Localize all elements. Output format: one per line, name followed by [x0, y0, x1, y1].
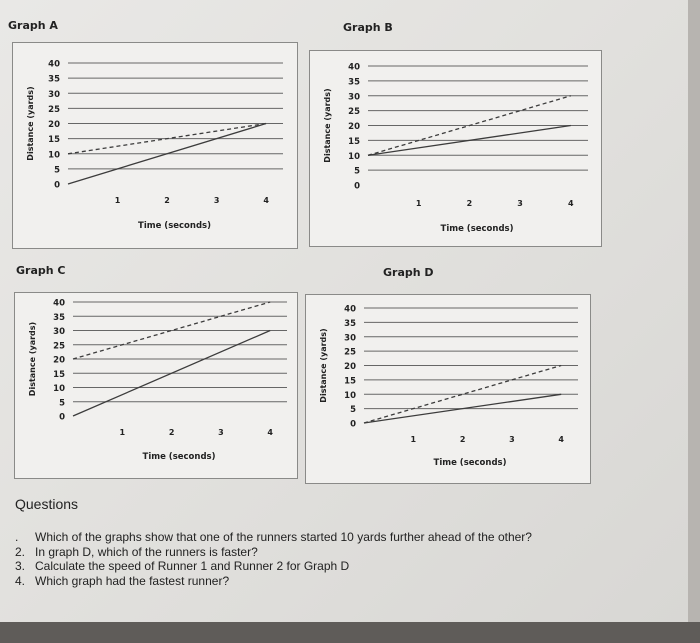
y-tick-label: 5 — [354, 166, 360, 177]
y-tick-label: 15 — [344, 376, 356, 387]
y-tick-label: 10 — [348, 151, 360, 162]
y-tick-label: 25 — [348, 107, 360, 118]
graph-c-panel — [14, 292, 298, 479]
y-tick-label: 40 — [344, 304, 356, 315]
y-tick-label: 5 — [59, 398, 65, 409]
y-tick-label: 0 — [350, 419, 356, 430]
question-3 — [15, 559, 675, 574]
y-tick-label: 25 — [48, 104, 60, 115]
x-tick-label: 1 — [119, 428, 126, 437]
y-tick-label: 15 — [348, 136, 360, 147]
x-axis-label: Time (seconds) — [138, 221, 211, 231]
x-tick-label: 1 — [114, 196, 121, 205]
x-tick-label: 1 — [410, 435, 417, 444]
x-tick-label: 3 — [218, 428, 224, 437]
y-tick-label: 35 — [48, 74, 60, 85]
question-number: 3. — [15, 559, 26, 573]
y-tick-label: 20 — [48, 120, 60, 130]
graph-d-chart — [306, 295, 590, 483]
x-tick-label: 1 — [415, 199, 422, 208]
desk-surface — [0, 622, 700, 643]
question-text: Calculate the speed of Runner 1 and Runner 2 for Graph D — [35, 559, 350, 573]
graph-b-title: Graph B — [343, 21, 393, 34]
question-4 — [15, 574, 675, 589]
x-tick-label: 4 — [263, 196, 269, 205]
x-tick-label: 4 — [558, 435, 564, 444]
y-tick-label: 10 — [48, 150, 60, 161]
graph-a-panel — [12, 42, 298, 249]
question-text: Which graph had the fastest runner? — [35, 573, 230, 588]
graph-c-chart — [15, 293, 297, 478]
y-tick-label: 10 — [344, 390, 356, 401]
graph-a-title: Graph A — [8, 19, 58, 32]
y-tick-label: 20 — [344, 362, 356, 372]
y-tick-label: 15 — [53, 369, 65, 380]
question-text: In graph D, which of the runners is faster? — [35, 544, 258, 559]
y-tick-label: 40 — [53, 298, 65, 309]
y-tick-label: 30 — [53, 327, 65, 337]
graph-c-title: Graph C — [16, 264, 66, 277]
question-number: . — [15, 530, 19, 544]
y-tick-label: 20 — [348, 122, 360, 132]
y-tick-label: 35 — [344, 318, 356, 329]
y-tick-label: 35 — [348, 77, 360, 88]
x-tick-label: 4 — [568, 199, 574, 208]
x-tick-label: 2 — [168, 428, 175, 437]
x-tick-label: 4 — [267, 428, 273, 437]
graph-d-panel — [305, 294, 591, 484]
y-tick-label: 15 — [48, 135, 60, 146]
x-tick-label: 2 — [164, 196, 170, 205]
y-axis-label: Distance (yards) — [26, 86, 35, 161]
graph-b-chart — [310, 51, 601, 246]
x-tick-label: 3 — [213, 196, 220, 205]
y-tick-label: 25 — [53, 341, 65, 352]
question-1 — [15, 530, 675, 545]
questions-heading: Questions — [15, 496, 79, 512]
y-tick-label: 40 — [48, 59, 60, 70]
question-number: 2. — [15, 544, 26, 559]
x-tick-label: 3 — [509, 435, 515, 444]
y-tick-label: 30 — [48, 89, 60, 100]
y-tick-label: 10 — [53, 384, 65, 394]
y-tick-label: 0 — [59, 412, 65, 423]
y-tick-label: 25 — [344, 347, 356, 358]
y-tick-label: 30 — [348, 92, 360, 103]
x-tick-label: 3 — [517, 199, 523, 208]
questions-section — [15, 496, 675, 588]
x-axis-label: Time (seconds) — [440, 224, 514, 234]
question-text: Which of the graphs show that one of the runners started 10 yards further ahead of the other? — [35, 530, 532, 544]
graph-b-panel — [309, 50, 602, 247]
y-axis-label: Distance (yards) — [323, 88, 332, 163]
x-tick-label: 2 — [466, 199, 473, 208]
question-2 — [15, 545, 675, 560]
y-tick-label: 20 — [53, 355, 65, 366]
graph-d-title: Graph D — [383, 266, 434, 279]
x-axis-label: Time (seconds) — [142, 452, 216, 462]
x-tick-label: 2 — [459, 435, 466, 444]
y-tick-label: 5 — [54, 165, 60, 176]
y-tick-label: 30 — [344, 333, 356, 344]
y-tick-label: 40 — [348, 62, 360, 73]
graph-a-chart — [13, 43, 297, 248]
x-axis-label: Time (seconds) — [433, 458, 507, 468]
y-tick-label: 5 — [350, 405, 356, 416]
y-axis-label: Distance (yards) — [28, 321, 37, 397]
y-tick-label: 0 — [354, 181, 360, 192]
y-axis-label: Distance (yards) — [319, 328, 328, 403]
y-tick-label: 0 — [54, 180, 60, 191]
question-number: 4. — [15, 573, 26, 588]
page-edge — [688, 0, 700, 622]
y-tick-label: 35 — [53, 312, 65, 323]
